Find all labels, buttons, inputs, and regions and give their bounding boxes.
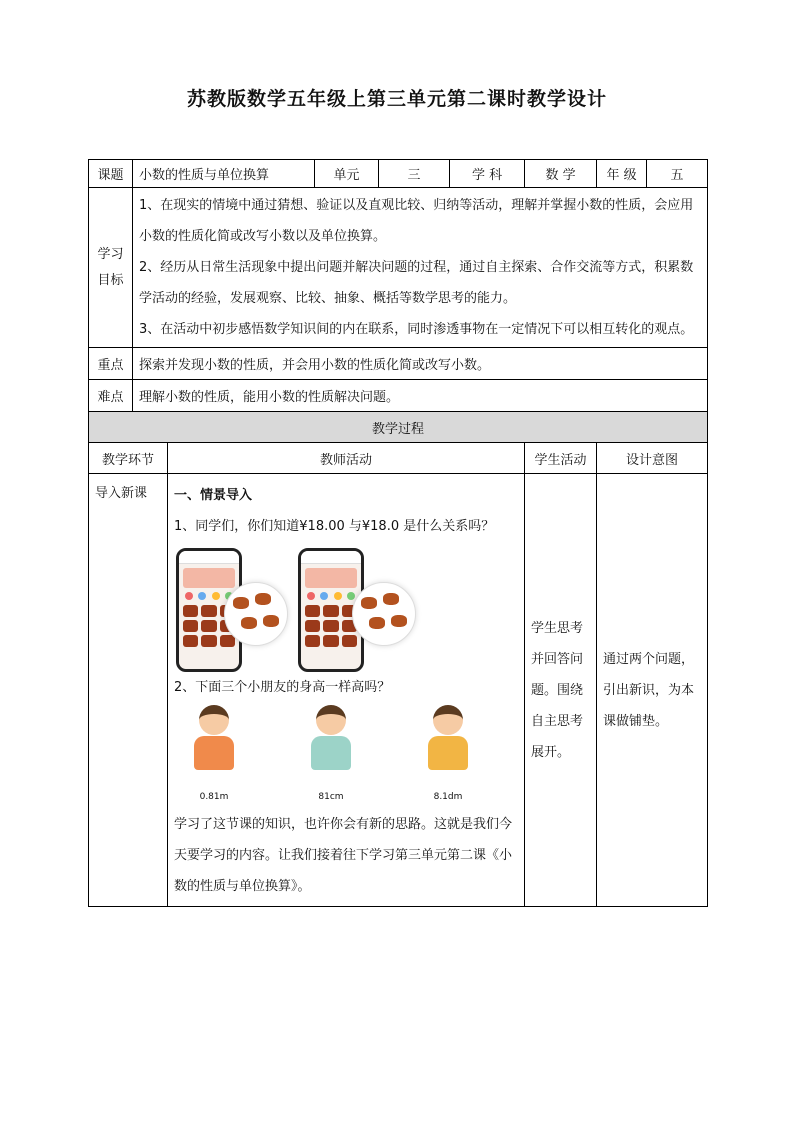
col-teacher-header: 教师活动 (168, 443, 525, 474)
height-label: 8.1dm (433, 792, 463, 802)
difficulty-label: 难点 (89, 380, 133, 412)
document-title: 苏教版数学五年级上第三单元第二课时教学设计 (186, 88, 607, 110)
lesson-plan-table (88, 159, 708, 907)
child-figure (301, 705, 361, 802)
topic-value: 小数的性质与单位换算 (133, 160, 315, 188)
stage-cell: 导入新课 (89, 474, 168, 907)
grade-value: 五 (647, 160, 708, 188)
process-section-row (89, 412, 708, 443)
header-row (89, 160, 708, 188)
goals-row (89, 188, 708, 348)
difficulty-row (89, 380, 708, 412)
child-figure (418, 705, 478, 802)
key-point-text: 探索并发现小数的性质，并会用小数的性质化简或改写小数。 (133, 348, 708, 380)
goals-label (89, 188, 133, 348)
col-stage-header: 教学环节 (89, 443, 168, 474)
goal-item: 1、在现实的情境中通过猜想、验证以及直观比较、归纳等活动，理解并掌握小数的性质，会应用小数的性质化简或改写小数以及单位换算。 (139, 198, 694, 244)
food-bubble-image (224, 582, 288, 646)
closing-text: 学习了这节课的知识，也许你会有新的思路。这就是我们今天要学习的内容。让我们接着往下学习第三单元第二课《小数的性质与单位换算》。 (174, 817, 513, 894)
goals-label-line1: 学习 (97, 246, 124, 262)
food-bubble-image (352, 582, 416, 646)
teacher-activity-cell (168, 474, 525, 907)
key-point-label: 重点 (89, 348, 133, 380)
process-row-intro (89, 474, 708, 907)
grade-label: 年 级 (597, 160, 647, 188)
student-activity-cell: 学生思考并回答问题。围绕自主思考展开。 (525, 474, 597, 907)
subject-value: 数 学 (525, 160, 597, 188)
col-intent-header: 设计意图 (597, 443, 708, 474)
process-section-title: 教学过程 (89, 412, 708, 443)
key-point-row (89, 348, 708, 380)
unit-value: 三 (379, 160, 450, 188)
subject-label: 学 科 (450, 160, 525, 188)
question-1: 1、同学们，你们知道¥18.00 与¥18.0 是什么关系吗？ (174, 519, 495, 534)
question-2: 2、下面三个小朋友的身高一样高吗？ (174, 680, 391, 695)
phones-illustration (174, 542, 518, 672)
design-intent-cell: 通过两个问题，引出新识，为本课做铺垫。 (597, 474, 708, 907)
topic-label: 课题 (89, 160, 133, 188)
children-illustration (174, 703, 518, 809)
height-label: 81cm (318, 792, 344, 802)
goal-item: 2、经历从日常生活现象中提出问题并解决问题的过程，通过自主探索、合作交流等方式，积累数学活动的经验，发展观察、比较、抽象、概括等数学思考的能力。 (139, 260, 694, 306)
goals-content (133, 188, 708, 348)
goals-label-line2: 目标 (97, 272, 124, 288)
child-figure (184, 705, 244, 802)
col-student-header: 学生活动 (525, 443, 597, 474)
process-header-row (89, 443, 708, 474)
height-label: 0.81m (199, 792, 229, 802)
difficulty-text: 理解小数的性质，能用小数的性质解决问题。 (133, 380, 708, 412)
unit-label: 单元 (315, 160, 379, 188)
section-heading: 一、情景导入 (174, 488, 253, 503)
goal-item: 3、在活动中初步感悟数学知识间的内在联系，同时渗透事物在一定情况下可以相互转化的观点。 (139, 322, 694, 337)
